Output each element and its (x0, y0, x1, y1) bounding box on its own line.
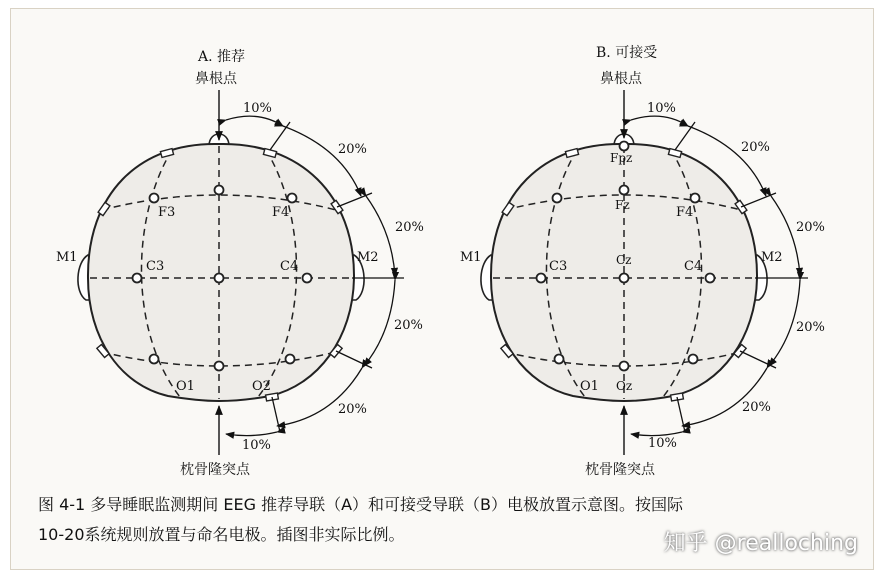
caption-line-1: 图 4-1 多导睡眠监测期间 EEG 推荐导联（A）和可接受导联（B）电极放置示意图。按国际 (38, 495, 684, 514)
caption-line-2: 10-20系统规则放置与命名电极。插图非实际比例。 (38, 525, 405, 544)
watermark: 知乎 @realloching (663, 531, 858, 556)
panel-a-nasion-label: 鼻根点 (195, 71, 237, 87)
electrode-c4-label: C4 (684, 259, 703, 274)
panel-a (56, 48, 424, 478)
pct-b-bottom20: 20% (742, 400, 771, 415)
electrode-m2-label: M2 (357, 250, 379, 265)
pct-a-top10: 10% (243, 101, 272, 116)
pct-a-bottom10: 10% (242, 438, 271, 453)
panel-b-nasion-label: 鼻根点 (600, 71, 642, 87)
electrode-c4-label: C4 (280, 259, 299, 274)
pct-a-right20: 20% (395, 220, 424, 235)
electrode-cz-label: Cz (616, 253, 632, 267)
pct-b-upper20: 20% (741, 140, 770, 155)
electrode-fz-label: Fz (615, 198, 630, 212)
panel-a-inion-label: 枕骨隆突点 (180, 462, 250, 478)
electrode-f4-label: F4 (272, 205, 290, 220)
panel-b (460, 44, 825, 478)
panel-b-inion-label: 枕骨隆突点 (585, 462, 655, 478)
pct-b-top10: 10% (647, 101, 676, 116)
electrode-f3-label: F3 (158, 205, 176, 220)
electrode-f4-label: F4 (676, 205, 694, 220)
pct-a-lower20: 20% (394, 318, 423, 333)
panel-a-title: A. 推荐 (198, 49, 246, 65)
electrode-oz-label: Oz (616, 379, 633, 393)
electrode-o1-label: O1 (580, 379, 599, 394)
electrode-m1-label: M1 (56, 250, 78, 265)
pct-b-right20: 20% (796, 220, 825, 235)
pct-b-lower20: 20% (796, 320, 825, 335)
electrode-o2-label: O2 (252, 379, 271, 394)
pct-a-bottom20: 20% (338, 402, 367, 417)
pct-a-upper20: 20% (338, 142, 367, 157)
electrode-m2-label: M2 (761, 250, 783, 265)
electrode-o1-label: O1 (176, 379, 195, 394)
electrode-c3-label: C3 (146, 259, 165, 274)
panel-b-title: B. 可接受 (596, 45, 658, 61)
pct-b-bottom10: 10% (648, 436, 677, 451)
electrode-fpz-label: Fpz (610, 151, 633, 165)
electrode-c3-label: C3 (549, 259, 568, 274)
electrode-m1-label: M1 (460, 250, 482, 265)
